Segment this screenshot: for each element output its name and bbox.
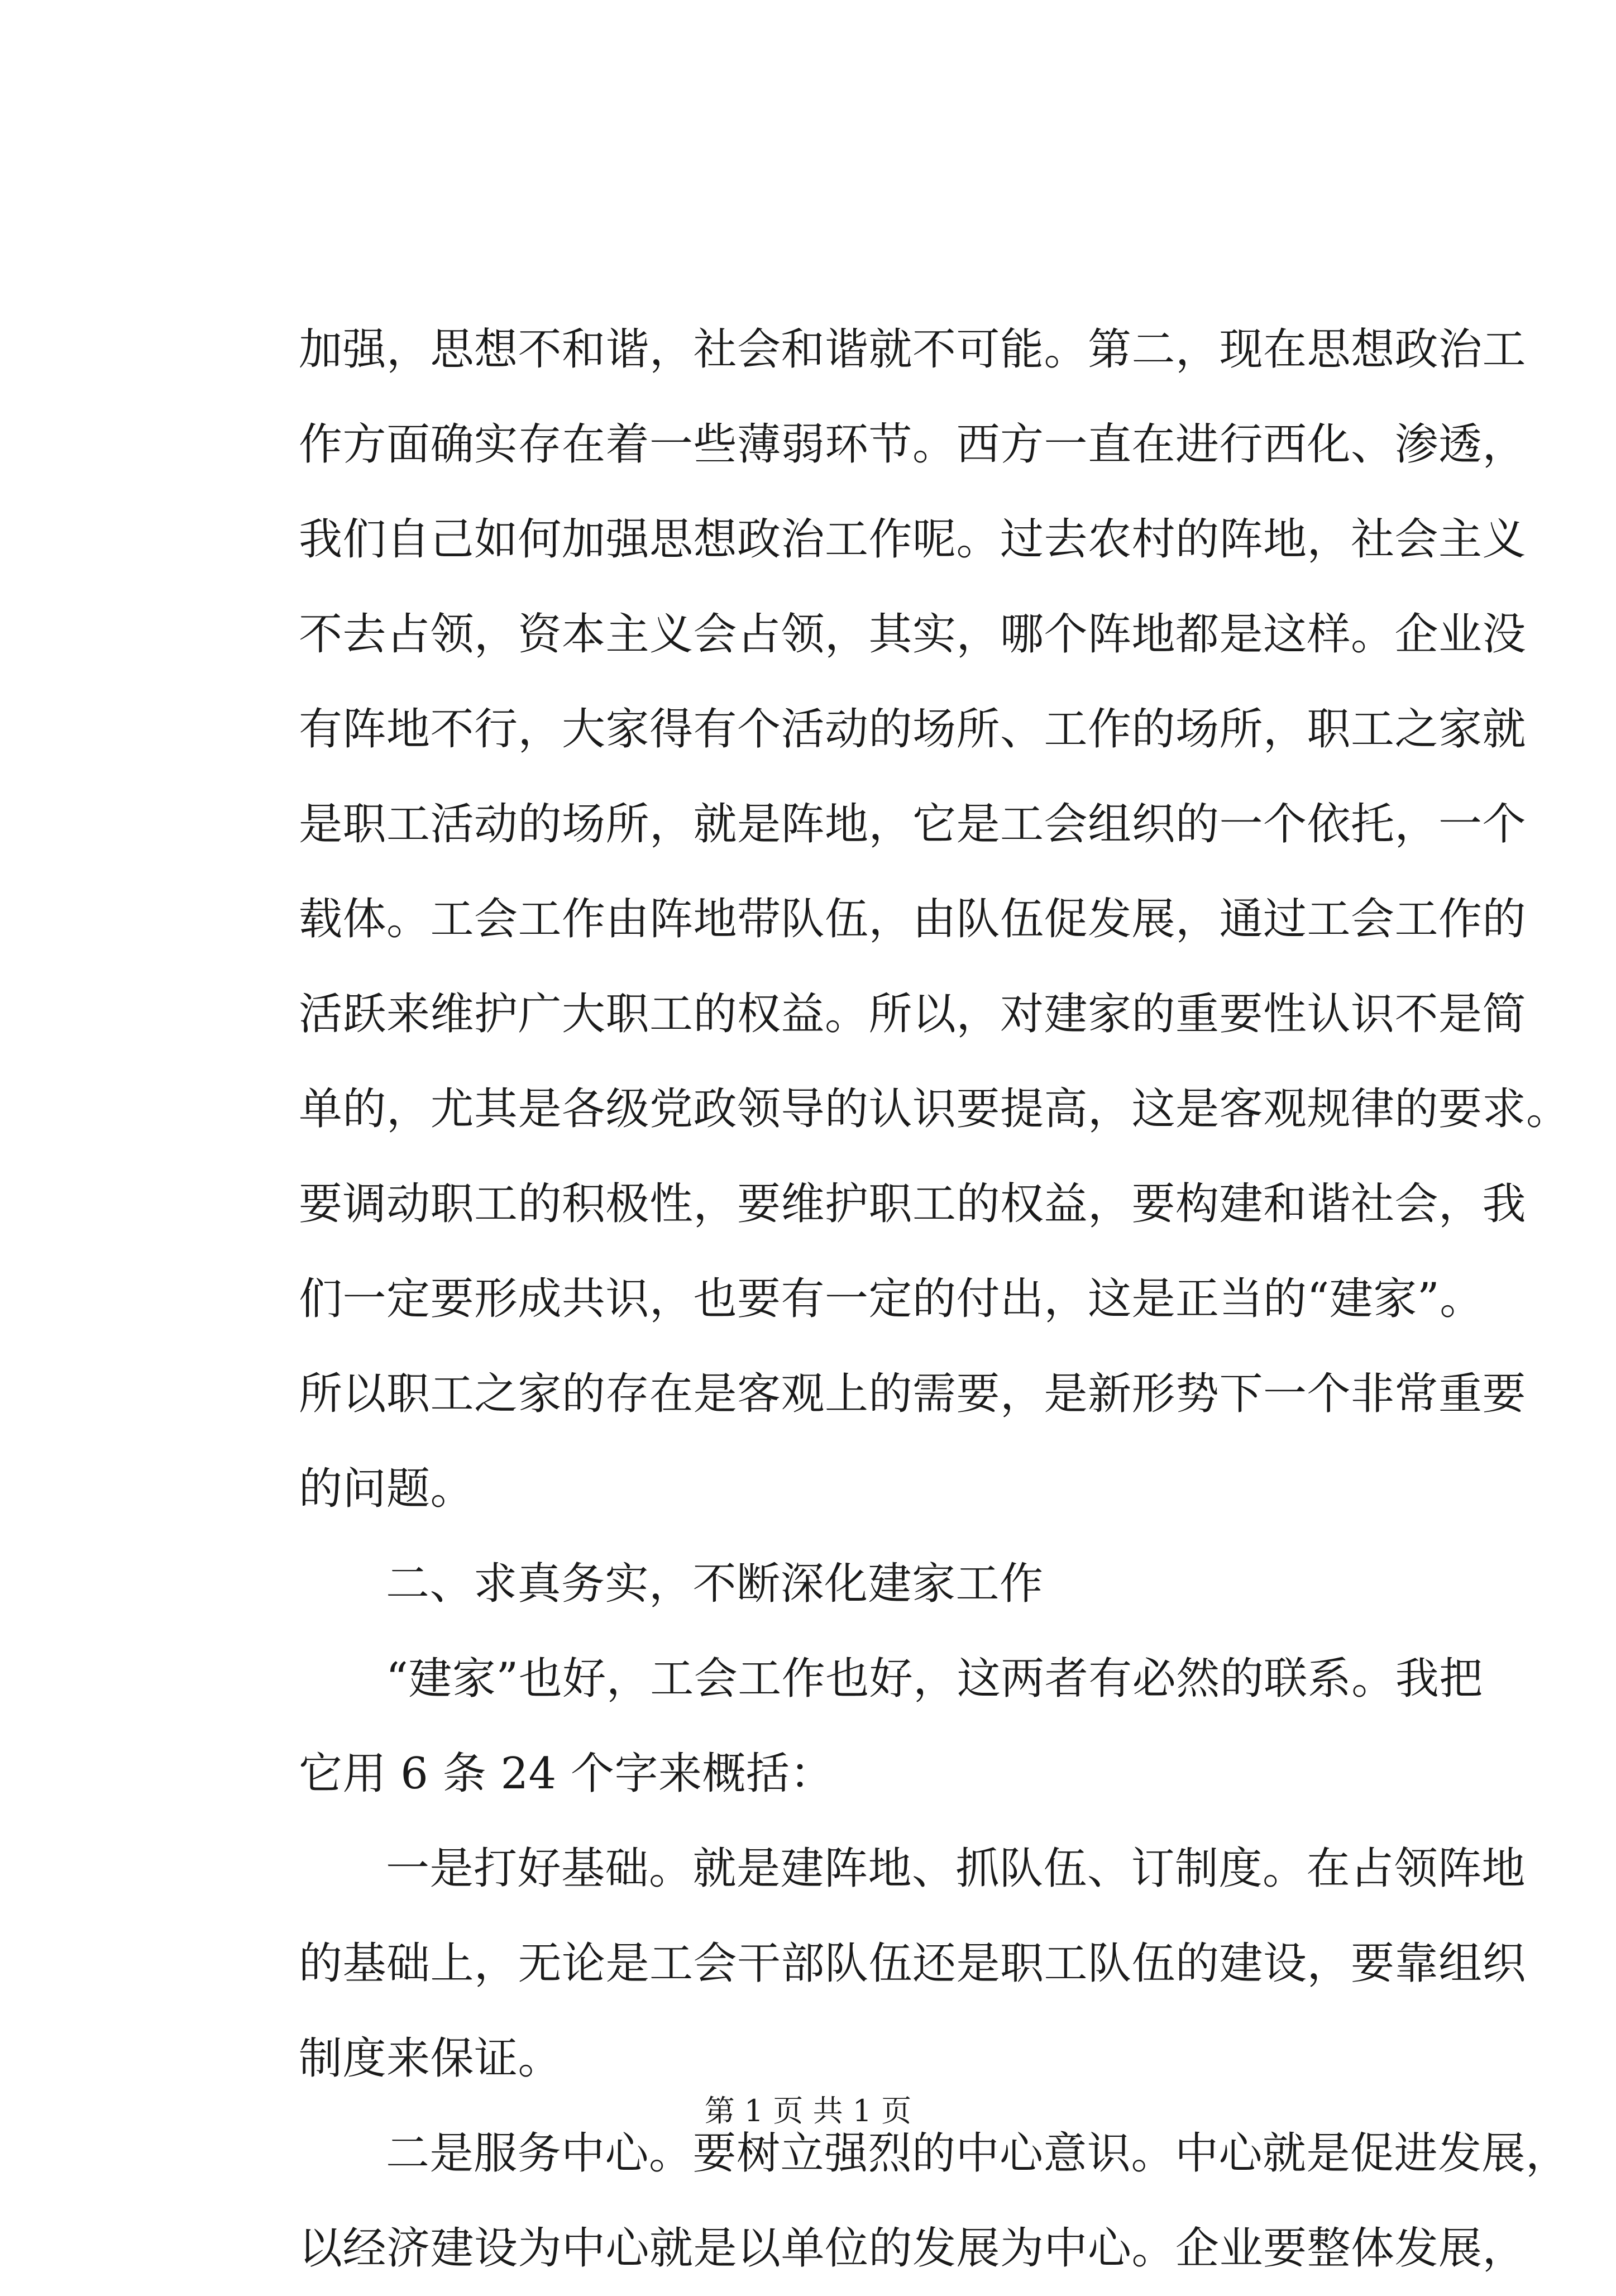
text-line: 制度来保证。 [299, 2034, 562, 2084]
text-line: “建家”也好，工会工作也好，这两者有必然的联系。我把 [386, 1654, 1483, 1704]
text-line: 作方面确实存在着一些薄弱环节。西方一直在进行西化、渗透， [299, 419, 1527, 470]
section-heading: 二、求真务实，不断深化建家工作 [386, 1559, 1044, 1609]
text-line: 单的，尤其是各级党政领导的认识要提高，这是客观规律的要求。 [299, 1084, 1570, 1134]
text-line: 要调动职工的积极性，要维护职工的权益，要构建和谐社会，我 [299, 1179, 1527, 1229]
text-line: 它用 6 条 24 个字来概括： [299, 1749, 834, 1799]
text-line: 以经济建设为中心就是以单位的发展为中心。企业要整体发展， [299, 2223, 1527, 2274]
text-line: 活跃来维护广大职工的权益。所以，对建家的重要性认识不是简 [299, 989, 1527, 1039]
body-text [299, 302, 1570, 2296]
text-line: 载体。工会工作由阵地带队伍，由队伍促发展，通过工会工作的 [299, 894, 1527, 944]
text-line: 我们自己如何加强思想政治工作呢。过去农村的阵地，社会主义 [299, 514, 1527, 565]
text-line: 们一定要形成共识，也要有一定的付出，这是正当的“建家”。 [299, 1274, 1484, 1324]
page-footer: 第 1 页 共 1 页 [704, 2093, 912, 2128]
text-line: 的基础上，无论是工会干部队伍还是职工队伍的建设，要靠组织 [299, 1939, 1527, 1989]
text-line: 二是服务中心。要树立强烈的中心意识。中心就是促进发展， [386, 2128, 1570, 2179]
text-line: 有阵地不行，大家得有个活动的场所、工作的场所，职工之家就 [299, 704, 1527, 755]
text-line: 不去占领，资本主义会占领，其实，哪个阵地都是这样。企业没 [299, 609, 1527, 660]
text-line: 的问题。 [299, 1464, 475, 1514]
text-line: 是职工活动的场所，就是阵地，它是工会组织的一个依托，一个 [299, 799, 1527, 849]
text-line: 所以职工之家的存在是客观上的需要，是新形势下一个非常重要 [299, 1369, 1527, 1419]
text-line: 一是打好基础。就是建阵地、抓队伍、订制度。在占领阵地 [386, 1844, 1526, 1894]
text-line: 加强，思想不和谐，社会和谐就不可能。第二，现在思想政治工 [299, 324, 1527, 375]
